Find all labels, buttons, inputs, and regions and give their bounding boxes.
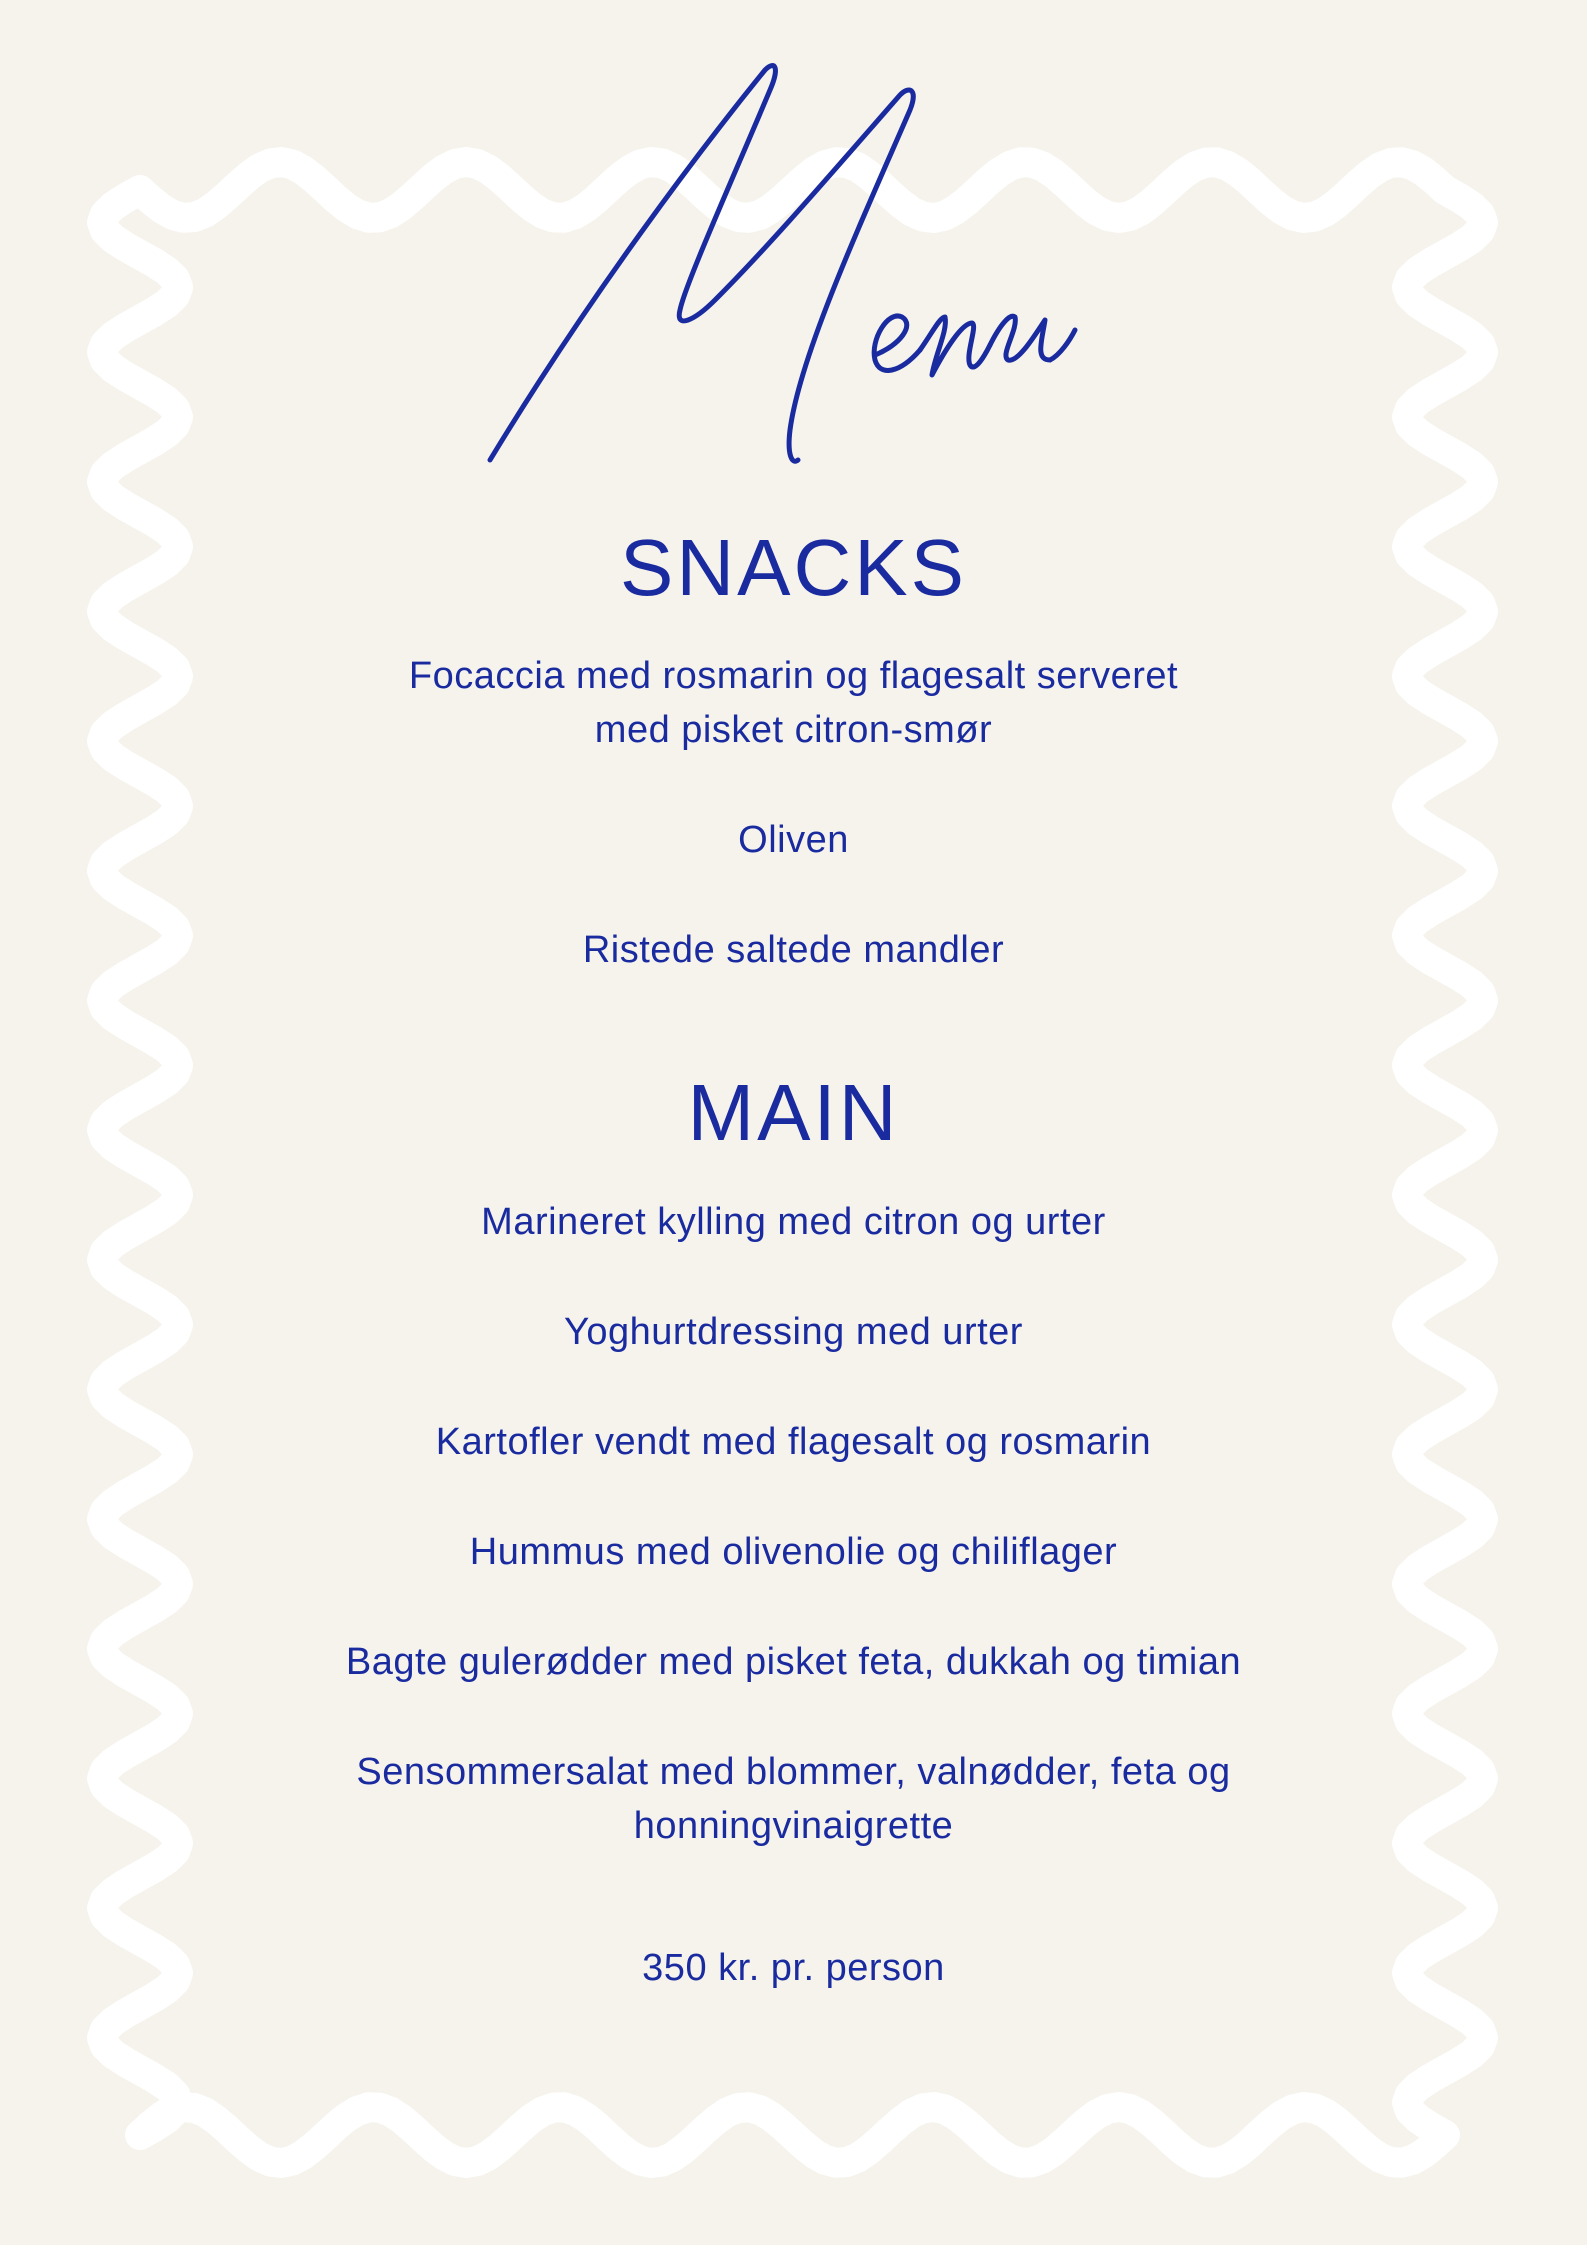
menu-item-yoghurtdressing: Yoghurtdressing med urter [564,1311,1023,1353]
menu-item-kartofler: Kartofler vendt med flagesalt og rosmarin [435,1421,1152,1463]
menu-item-sensommersalat-line2: honningvinaigrette [633,1805,954,1847]
price-per-person: 350 kr. pr. person [642,1947,945,1989]
menu-item-kylling: Marineret kylling med citron og urter [481,1201,1106,1243]
menu-item-oliven: Oliven [738,819,849,861]
menu-item-mandler: Ristede saltede mandler [582,929,1005,971]
menu-item-sensommersalat-line1: Sensommersalat med blommer, valnødder, feta og [356,1751,1231,1793]
menu-script-title [470,55,1090,485]
section-heading-snacks: SNACKS [620,523,967,612]
section-heading-main: MAIN [687,1068,900,1157]
menu-item-hummus: Hummus med olivenolie og chiliflager [469,1531,1118,1573]
menu-item-focaccia-line2: med pisket citron-smør [594,709,993,751]
menu-item-gulerodder: Bagte gulerødder med pisket feta, dukkah og timian [345,1641,1242,1683]
menu-item-focaccia-line1: Focaccia med rosmarin og flagesalt serveret [408,655,1179,697]
